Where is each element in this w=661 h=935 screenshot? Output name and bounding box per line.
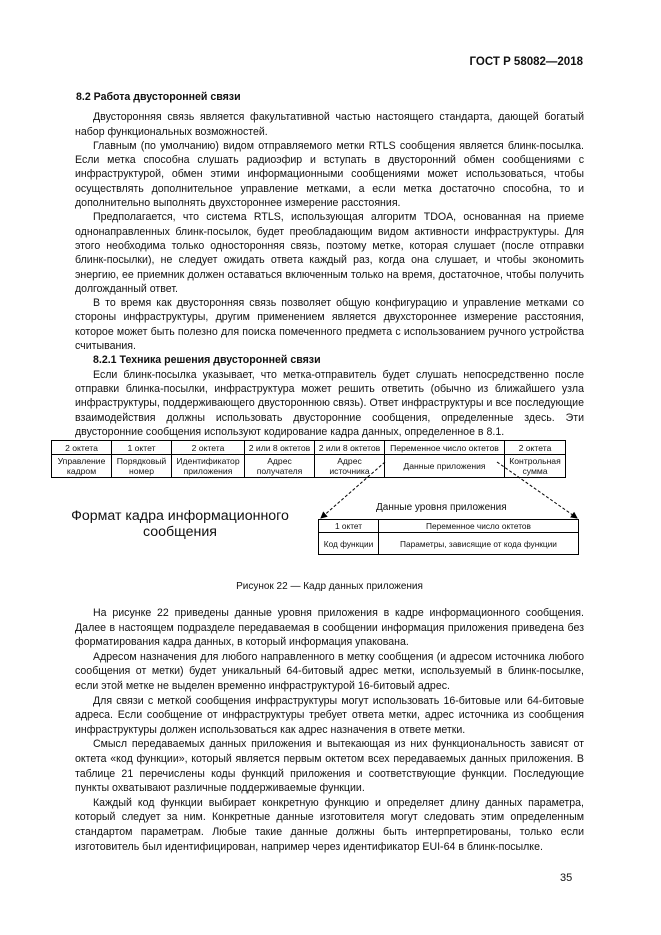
frame-field-cell: Адрес источника [315,455,385,478]
frame-field-cell: Контрольная сумма [505,455,566,478]
app-size-cell: Переменное число октетов [379,520,579,533]
frame-size-cell: 1 октет [112,441,172,455]
frame-size-cell: 2 или 8 октетов [245,441,315,455]
frame-field-cell: Порядковый номер [112,455,172,478]
document-id: ГОСТ Р 58082—2018 [469,56,583,68]
frame-size-cell: 2 или 8 октетов [315,441,385,455]
section-heading: 8.2 Работа двусторонней связи [76,91,241,103]
dashed-arrow-right [497,462,577,518]
paragraph: Главным (по умолчанию) видом отправляемого метки RTLS сообщения является блинк-посылка. Если метка способна слушать радиоэфир и вступать в двусторонний обмен сообщениями с инфраструктурой, обмен этими информационными сообщениями может использоваться, чтобы осуществлять дополнительное управление метками, а если метка достаточно способна, то и дополнительно выполнять двухстороннее измерение расстояния. [75,139,584,210]
after-content [75,606,584,854]
frame-size-cell: 2 октета [172,441,245,455]
paragraph: В то время как двусторонняя связь позволяет общую конфигурацию и управление метками со стороны инфраструктуры, другим применением является двухстороннее измерение расстояния, которое может быть полезно для поиска помеченного предмета с использованием ручного устройства считывания. [75,297,584,353]
app-field-cell: Код функции [319,533,379,555]
paragraph: Каждый код функции выбирает конкретную функцию и определяет длину данных параметра, который следует за ним. Конкретные данные изготовителя могут следовать этим определенным стандартом параметрам. Любые такие данные должны быть интерпретированы, только если изготовитель был идентифицирован, например через идентификатор EUI-64 в блинк-посылке. [75,796,584,853]
paragraph: Адресом назначения для любого направленного в метку сообщения (и адресом источника любого сообщения от метки) будет уникальный 64-битовый адрес метки, используемый в блинк-посылке, если этой метке не выделен временно инфраструктурой 16-битовый адрес. [75,650,584,692]
frame-size-cell: 2 октета [52,441,112,455]
frame-format-label [70,508,290,540]
app-field-cell: Параметры, зависящие от кода функции [379,533,579,555]
subsection-heading: 8.2.1 Техника решения двусторонней связи [93,354,321,367]
frame-size-cell: 2 октета [505,441,566,455]
paragraph: Двусторонняя связь является факультативной частью настоящего стандарта, дающей богатый набор функциональных возможностей. [75,111,584,138]
figure-caption: Рисунок 22 — Кадр данных приложения [236,581,423,592]
frame-field-cell: Адрес получателя [245,455,315,478]
frame-format-label-text: Формат кадра информационного сообщения [71,508,289,540]
paragraph: Предполагается, что система RTLS, использующая алгоритм TDOA, основанная на приеме однонаправленных блинк-посылок, будет преобладающим видом активности инфраструктуры. Для этого необходима только односторонняя связь, поэтому метке, которая слушает (после отправки блинк-посылки), не следует ожидать ответа каждый раз, когда она слушает, и чтобы экономить энергию, ее приемник должен оставаться включенным только на время, достаточное, чтобы получить долгожданный ответ. [75,211,584,295]
paragraph: На рисунке 22 приведены данные уровня приложения в кадре информационного сообщения. Далее в настоящем подразделе передаваемая в сообщении информация приложения приведена без форматирования кадра данных, в который информация упакована. [75,607,584,649]
paragraph: Для связи с меткой сообщения инфраструктуры могут использовать 16-битовые или 64-битовые адреса. Если сообщение от инфраструктуры требует ответа метки, адрес источника из сообщения инфраструктуры должен использоваться как адрес назначения в ответе метки. [75,694,584,736]
frame-size-cell: Переменное число октетов [385,441,505,455]
app-level-label: Данные уровня приложения [376,502,507,513]
paragraph: Смысл передаваемых данных приложения и вытекающая из них функциональность зависят от октета «код функции», который является первым октетом всех передаваемых данных приложения. В таблице 21 перечислены коды функций приложения и соответствующие функции. Последующие пункты охватывают различные поддерживаемые функции. [75,738,584,795]
paragraph: Если блинк-посылка указывает, что метка-отправитель будет слушать непосредственно после отправки блинка-посылки, инфраструктура может решить ответить (обычно из ближайшего узла инфраструктуры, поддерживающего двустороннюю связь). Ответ инфраструктуры и все последующие взаимодействия должны использовать двусторонние сообщения, определенные здесь. Эти двусторонние сообщения используют кодирование кадра данных, определенное в 8.1. [75,368,584,438]
frame-field-cell: Данные приложения [385,455,505,478]
app-size-cell: 1 октет [319,520,379,533]
app-data-table [318,519,579,555]
page-number: 35 [560,872,573,884]
frame-field-cell: Управление кадром [52,455,112,478]
frame-field-cell: Идентификатор приложения [172,455,245,478]
